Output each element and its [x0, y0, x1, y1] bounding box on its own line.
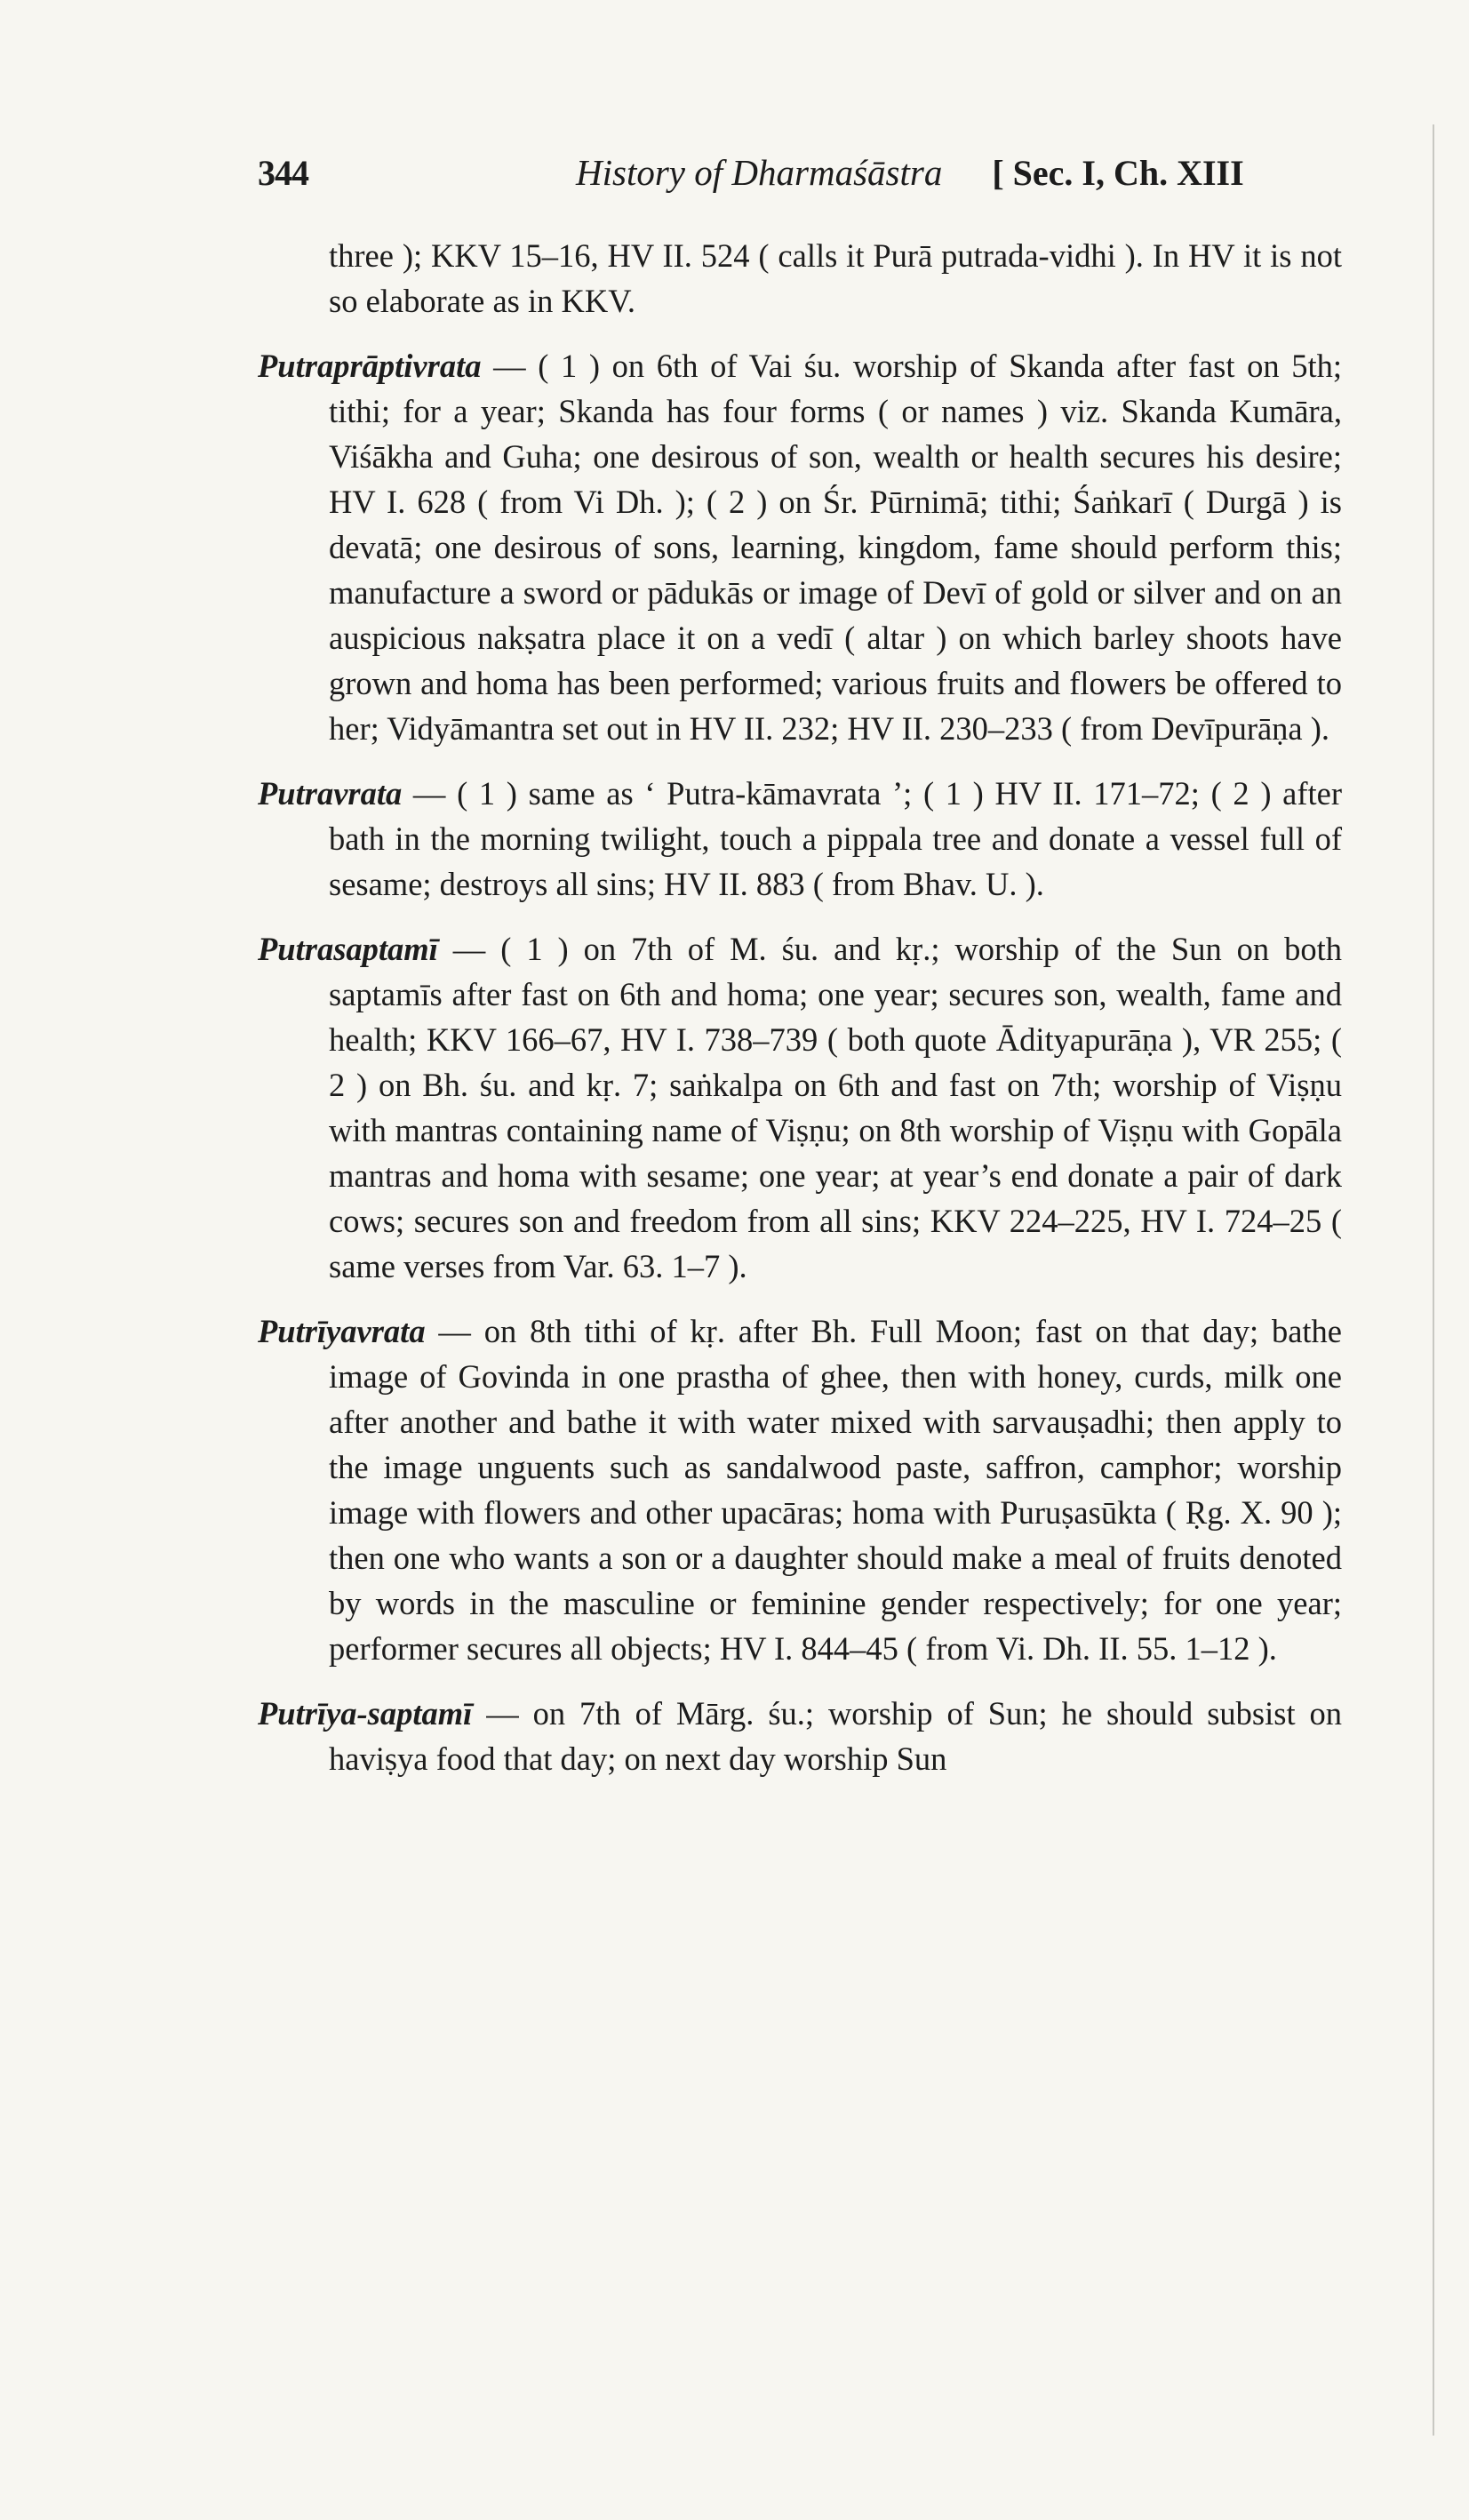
entry-body: — ( 1 ) on 6th of Vai śu. worship of Skanda after fast on 5th; tithi; for a year; Skanda has four forms ( or names ) viz. Skanda Kumāra, Viśākha and Guha; one desirous of son, wealth or health secures his desire; HV I. 628 ( from Vi Dh. ); ( 2 ) on Śr. Pūrnimā; tithi; Śaṅkarī ( Durgā ) is devatā; one desirous of sons, learning, kingdom, fame should perform this; manufacture a sword or pādukās or image of Devī of gold or silver and on an auspicious nakṣatra place it on a vedī ( altar ) on which barley shoots have grown and homa has been performed; various fruits and flowers be offered to her; Vidyāmantra set out in HV II. 232; HV II. 230–233 ( from Devīpurāṇa ).	[329, 348, 1342, 747]
entry-headword: Putraprāptivrata	[258, 348, 482, 384]
entry-body: — ( 1 ) on 7th of M. śu. and kṛ.; worship of the Sun on both saptamīs after fast on 6th and homa; one year; secures son, wealth, fame and health; KKV 166–67, HV I. 738–739 ( both quote Ādityapurāṇa ), VR 255; ( 2 ) on Bh. śu. and kṛ. 7; saṅkalpa on 6th and fast on 7th; worship of Viṣṇu with mantras containing name of Viṣṇu; on 8th worship of Viṣṇu with Gopāla mantras and homa with sesame; one year; at year’s end donate a pair of dark cows; secures son and freedom from all sins; KKV 224–225, HV I. 724–25 ( same verses from Var. 63. 1–7 ).	[329, 931, 1342, 1284]
entry-headword: Putrasaptamī	[258, 931, 438, 967]
entry-putriya-saptami	[258, 1691, 1342, 1781]
running-title: History of Dharmaśāstra	[576, 152, 943, 193]
entry-putrapraptivrata	[258, 343, 1342, 751]
page-edge-rule	[1433, 124, 1434, 2436]
entry-body: — on 8th tithi of kṛ. after Bh. Full Moon; fast on that day; bathe image of Govinda in one prastha of ghee, then with honey, curds, milk one after another and bathe it with water mixed with sarvauṣadhi; then apply to the image unguents such as sandalwood paste, saffron, camphor; worship image with flowers and other upacāras; homa with Puruṣasūkta ( Ṛg. X. 90 ); then one who wants a son or a daughter should make a meal of fruits denoted by words in the masculine or feminine gender respectively; for one year; performer secures all objects; HV I. 844–45 ( from Vi. Dh. II. 55. 1–12 ).	[329, 1313, 1342, 1667]
entry-putriyavrata	[258, 1308, 1342, 1671]
entry-putrasaptami	[258, 926, 1342, 1289]
entry-body: — ( 1 ) same as ‘ Putra-kāmavrata ’; ( 1 ) HV II. 171–72; ( 2 ) after bath in the morning twilight, touch a pippala tree and donate a vessel full of sesame; destroys all sins; HV II. 883 ( from Bhav. U. ).	[329, 775, 1342, 902]
running-header	[258, 151, 1342, 213]
book-page	[258, 151, 1342, 1801]
section-reference: [ Sec. I, Ch. XIII	[992, 153, 1244, 193]
entry-body: three ); KKV 15–16, HV II. 524 ( calls it Purā putrada-vidhi ). In HV it is not so elaborate as in KKV.	[329, 237, 1342, 319]
entry-headword: Putrīyavrata	[258, 1313, 426, 1349]
entry-body: — on 7th of Mārg. śu.; worship of Sun; he should subsist on haviṣya food that day; on next day worship Sun	[329, 1695, 1342, 1777]
entry-putravrata	[258, 771, 1342, 907]
entry-continued	[258, 233, 1342, 324]
entry-headword: Putrīya-saptamī	[258, 1695, 473, 1732]
entry-headword: Putravrata	[258, 775, 403, 812]
page-number: 344	[258, 153, 308, 193]
